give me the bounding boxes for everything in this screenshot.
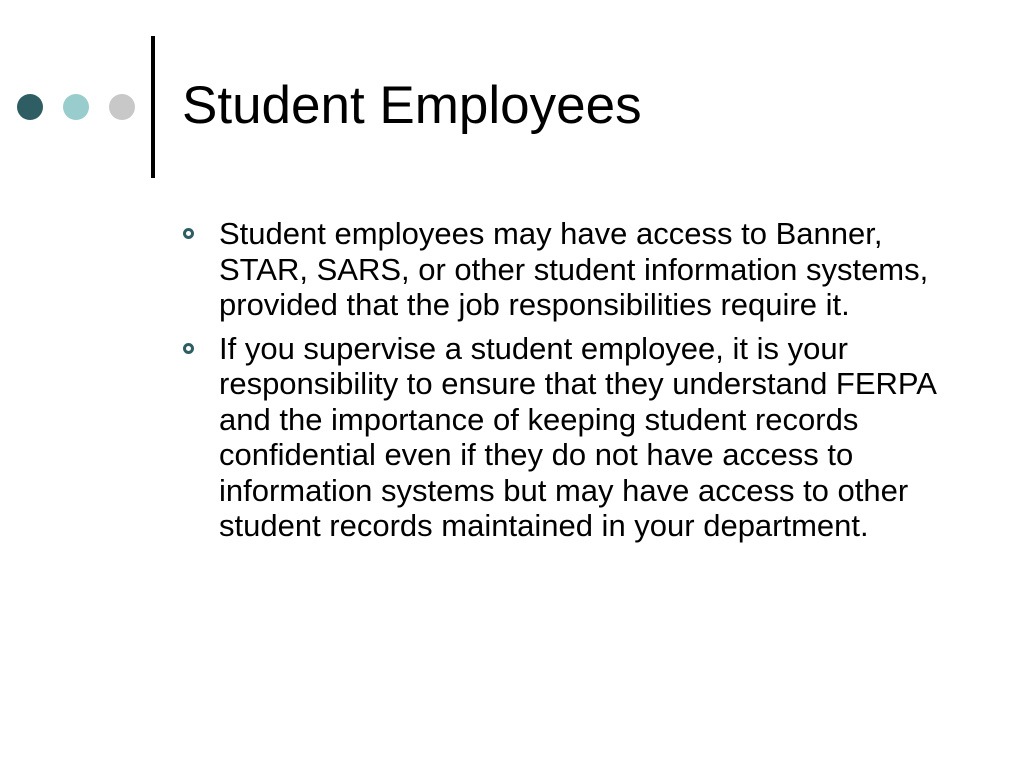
bullet-text: Student employees may have access to Banner, STAR, SARS, or other student information systems, provided that the job responsibilities require it. xyxy=(219,216,929,322)
light-teal-dot xyxy=(63,94,89,120)
title-divider-line xyxy=(151,36,155,178)
gray-dot xyxy=(109,94,135,120)
bullet-item xyxy=(182,331,962,544)
dark-teal-dot xyxy=(17,94,43,120)
ring-bullet-icon xyxy=(183,343,194,354)
bullet-list xyxy=(182,216,962,552)
bullet-item xyxy=(182,216,962,323)
decorative-dots xyxy=(17,94,135,120)
ring-bullet-icon xyxy=(183,228,194,239)
slide-title: Student Employees xyxy=(182,76,642,135)
bullet-text: If you supervise a student employee, it is your responsibility to ensure that they understand FERPA and the importance of keeping student records confidential even if they do not have access to information systems but may have access to other student records maintained in your department. xyxy=(219,330,936,543)
